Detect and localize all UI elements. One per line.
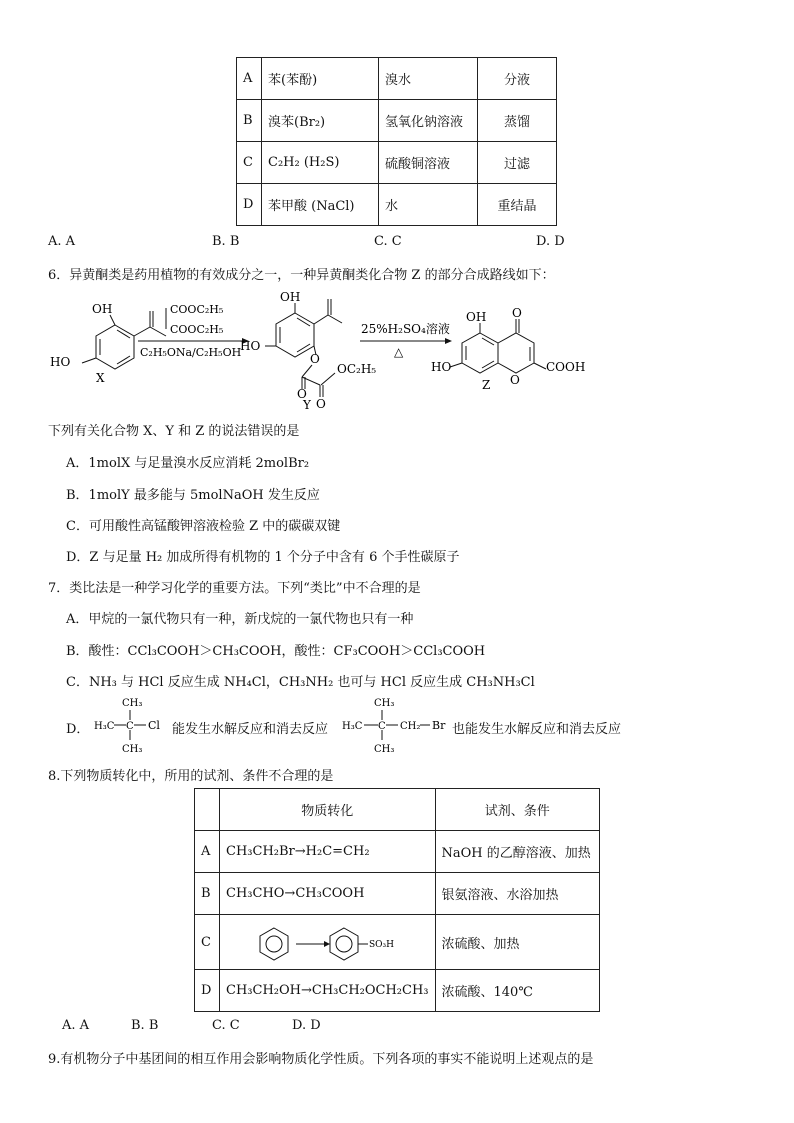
svg-text:Cl: Cl — [148, 719, 160, 732]
svg-text:C: C — [378, 721, 386, 732]
q6-prompt: 下列有关化合物 X、Y 和 Z 的说法错误的是 — [48, 424, 300, 439]
condition-cell: NaOH 的乙醇溶液、加热 — [435, 831, 599, 873]
q6-reaction-scheme — [40, 285, 586, 415]
reagent-base: C₂H₅ONa/C₂H₅OH — [140, 346, 242, 359]
conversion-cell: CH₃CH₂Br→H₂C=CH₂ — [220, 831, 436, 873]
q9-stem: 9.有机物分子中基团间的相互作用会影响物质化学性质。下列各项的事实不能说明上述观点的是 — [48, 1052, 594, 1067]
benzene-sulfonation-structure — [220, 915, 420, 965]
table-row — [237, 184, 557, 226]
method-cell: 蒸馏 — [478, 100, 557, 142]
ho-label: HO — [240, 339, 261, 353]
row-letter: D — [237, 184, 262, 226]
row-letter: A — [195, 831, 220, 873]
method-cell: 过滤 — [478, 142, 557, 184]
svg-text:Br: Br — [432, 719, 446, 732]
q6-stem: 6．异黄酮类是药用植物的有效成分之一，一种异黄酮类化合物 Z 的部分合成路线如下： — [48, 268, 555, 283]
q7-option-b[interactable]: B．酸性：CCl₃COOH＞CH₃COOH，酸性：CF₃COOH＞CCl₃COOH — [66, 644, 486, 659]
condition-cell: 浓硫酸、140℃ — [435, 970, 599, 1012]
q6-option-c[interactable]: C．可用酸性高锰酸钾溶液检验 Z 中的碳碳双键 — [66, 519, 341, 534]
compound-x-label: X — [96, 371, 105, 385]
q5-option-a[interactable]: A. A — [48, 234, 76, 249]
table-row — [195, 915, 600, 970]
conversion-cell: CH₃CH₂OH→CH₃CH₂OCH₂CH₃ — [220, 970, 436, 1012]
compound-y-structure — [265, 299, 342, 397]
header-conditions: 试剂、条件 — [435, 789, 599, 831]
o-label: O — [512, 306, 522, 320]
compound-x-structure — [82, 311, 166, 369]
row-letter: B — [195, 873, 220, 915]
svg-text:H₃C: H₃C — [342, 721, 363, 732]
q8-option-b[interactable]: B. B — [131, 1018, 159, 1033]
reagent-cell: 硫酸铜溶液 — [379, 142, 478, 184]
oc2h5-label: OC₂H₅ — [337, 362, 377, 376]
table-row — [237, 100, 557, 142]
svg-text:SO₃H: SO₃H — [369, 940, 395, 950]
q7-option-a[interactable]: A．甲烷的一氯代物只有一种，新戊烷的一氯代物也只有一种 — [66, 612, 414, 627]
q6-option-b[interactable]: B．1molY 最多能与 5molNaOH 发生反应 — [66, 488, 320, 503]
table-row — [195, 831, 600, 873]
q7-option-c[interactable]: C．NH₃ 与 HCl 反应生成 NH₄Cl，CH₃NH₂ 也可与 HCl 反应生成 CH₃NH₃Cl — [66, 675, 535, 690]
q5-option-d[interactable]: D. D — [536, 234, 565, 249]
svg-text:C: C — [126, 721, 134, 732]
conversion-cell — [220, 915, 436, 970]
table-row — [237, 142, 557, 184]
neopentyl-bromide-structure — [340, 694, 450, 754]
row-letter: D — [195, 970, 220, 1012]
method-cell: 分液 — [478, 58, 557, 100]
mixture-cell: C₂H₂ (H₂S) — [262, 142, 379, 184]
q7-stem: 7．类比法是一种学习化学的重要方法。下列“类比”中不合理的是 — [48, 581, 421, 596]
svg-text:CH₃: CH₃ — [374, 744, 395, 755]
conversion-cell: CH₃CHO→CH₃COOH — [220, 873, 436, 915]
ho-label: HO — [50, 355, 71, 369]
reagent-ester-1: COOC₂H₅ — [170, 303, 224, 316]
header-conversion: 物质转化 — [220, 789, 436, 831]
svg-text:H₃C: H₃C — [94, 721, 115, 732]
reagent-acid: 25%H₂SO₄溶液 — [361, 322, 450, 336]
q5-option-b[interactable]: B. B — [212, 234, 240, 249]
oh-label: OH — [466, 310, 487, 324]
q6-option-d[interactable]: D．Z 与足量 H₂ 加成所得有机物的 1 个分子中含有 6 个手性碳原子 — [66, 550, 460, 565]
svg-text:CH₃: CH₃ — [122, 698, 143, 709]
q7-option-d-text2: 也能发生水解反应和消去反应 — [452, 722, 622, 737]
q5-table — [236, 57, 557, 226]
row-letter: C — [195, 915, 220, 970]
q5-option-c[interactable]: C. C — [374, 234, 402, 249]
q8-option-a[interactable]: A. A — [62, 1018, 90, 1033]
o-label: O — [510, 373, 520, 387]
oh-label: OH — [92, 302, 113, 316]
condition-cell: 浓硫酸、加热 — [435, 915, 599, 970]
table-row — [195, 970, 600, 1012]
o-label: O — [310, 352, 320, 366]
compound-y-label: Y — [303, 398, 311, 412]
row-letter: A — [237, 58, 262, 100]
q8-stem: 8.下列物质转化中，所用的试剂、条件不合理的是 — [48, 769, 334, 784]
q6-option-a[interactable]: A．1molX 与足量溴水反应消耗 2molBr₂ — [66, 456, 310, 471]
condition-cell: 银氨溶液、水浴加热 — [435, 873, 599, 915]
tert-butyl-chloride-structure — [92, 694, 178, 754]
svg-text:CH₃: CH₃ — [122, 744, 143, 755]
ho-label: HO — [431, 360, 452, 374]
q8-option-c[interactable]: C. C — [212, 1018, 240, 1033]
reagent-cell: 氢氧化钠溶液 — [379, 100, 478, 142]
table-header-row — [195, 789, 600, 831]
q8-table — [194, 788, 600, 1012]
reagent-cell: 水 — [379, 184, 478, 226]
q7-option-d-text1: 能发生水解反应和消去反应 — [172, 722, 329, 737]
reagent-cell: 溴水 — [379, 58, 478, 100]
compound-z-label: Z — [482, 378, 491, 392]
o-label: O — [316, 397, 326, 411]
q7-option-d-prefix[interactable]: D． — [66, 722, 90, 737]
compound-z-structure — [450, 319, 546, 373]
o-label: O — [297, 387, 307, 401]
mixture-cell: 溴苯(Br₂) — [262, 100, 379, 142]
row-letter: C — [237, 142, 262, 184]
reagent-ester-2: COOC₂H₅ — [170, 323, 224, 336]
table-row — [237, 58, 557, 100]
heat-symbol: △ — [394, 345, 404, 359]
table-row — [195, 873, 600, 915]
mixture-cell: 苯(苯酚) — [262, 58, 379, 100]
q8-option-d[interactable]: D. D — [292, 1018, 321, 1033]
mixture-cell: 苯甲酸 (NaCl) — [262, 184, 379, 226]
method-cell: 重结晶 — [478, 184, 557, 226]
row-letter: B — [237, 100, 262, 142]
oh-label: OH — [280, 290, 301, 304]
svg-text:CH₂: CH₂ — [400, 721, 421, 732]
svg-text:CH₃: CH₃ — [374, 698, 395, 709]
cooh-label: COOH — [546, 360, 586, 374]
